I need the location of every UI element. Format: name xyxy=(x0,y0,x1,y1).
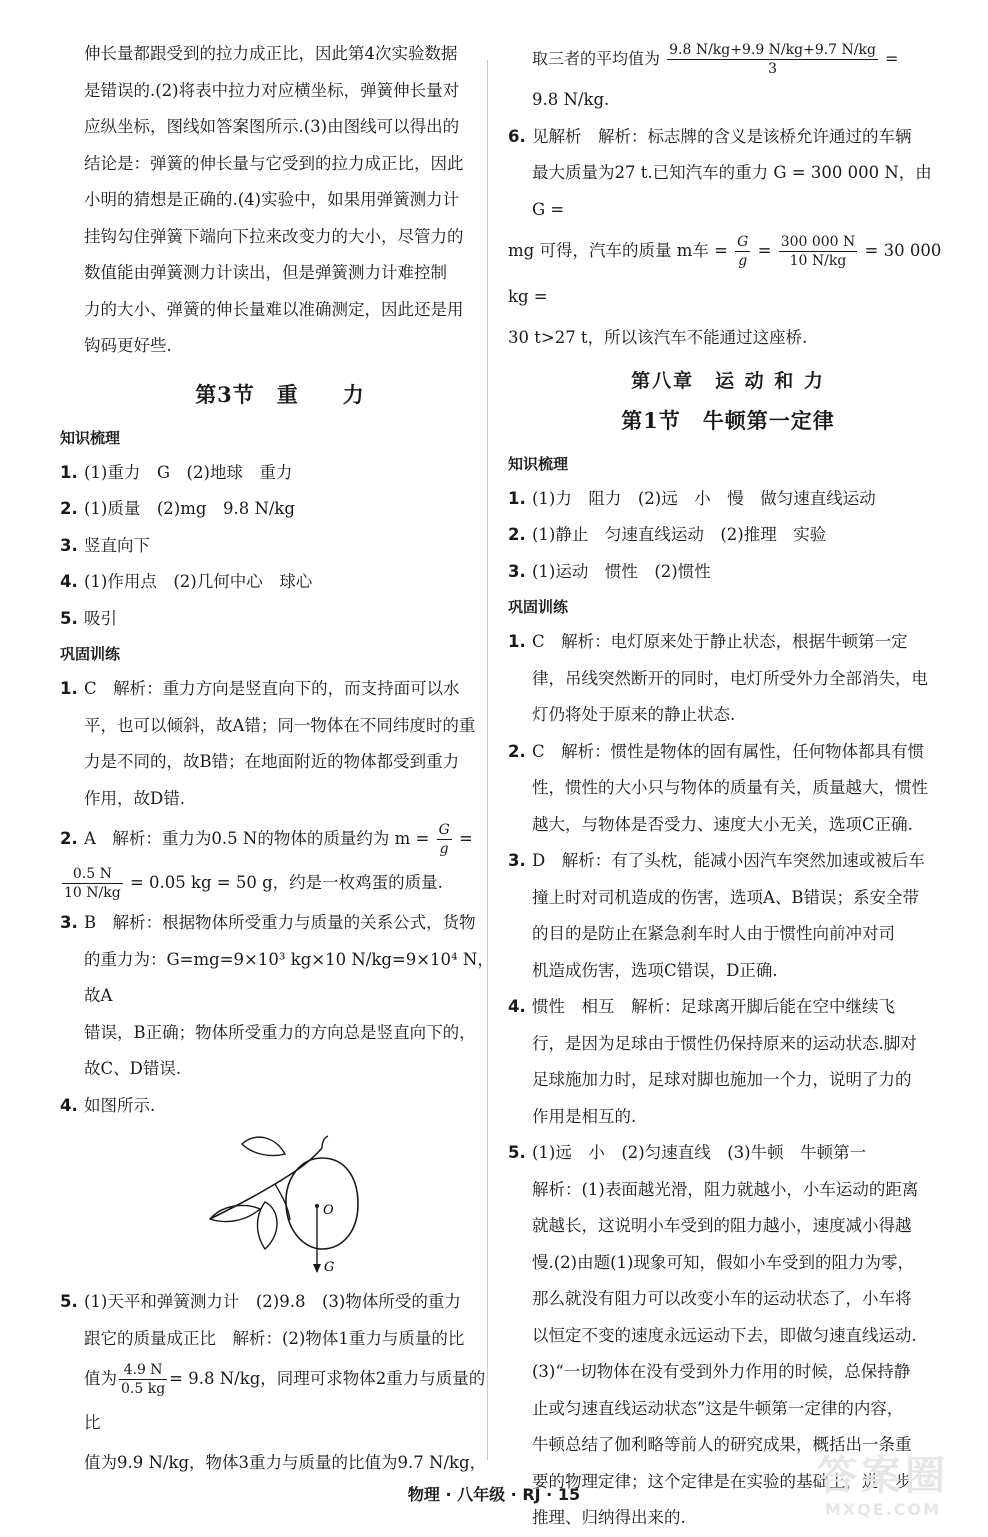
item-number: 5. xyxy=(508,1143,526,1162)
item-text: (1)质量 (2)mg 9.8 N/kg xyxy=(84,499,295,518)
force-g-label: G xyxy=(324,1260,335,1274)
text-line: 挂钩勾住弹簧下端向下拉来改变力的大小，尽管力的 xyxy=(84,226,464,246)
item-number: 2. xyxy=(508,741,526,761)
text-line: C 解析：电灯原来处于静止状态，根据牛顿第一定 xyxy=(532,632,908,651)
text-line: 灯仍将处于原来的静止状态. xyxy=(532,705,736,724)
text-line: 牛顿总结了伽利略等前人的研究成果，概括出一条重 xyxy=(532,1435,912,1454)
text-line: 解析：(1)表面越光滑，阻力就越小，小车运动的距离 xyxy=(532,1179,919,1199)
equals-sign: = xyxy=(757,241,772,260)
continued-answer xyxy=(508,36,948,119)
text-line: (1)天平和弹簧测力计 (2)9.8 (3)物体所受的重力 xyxy=(84,1292,461,1311)
text-line: = 9.8 N/kg，同理可求物体2重力与质量的比 xyxy=(84,1369,486,1432)
text-line: 钩码更好些. xyxy=(84,336,172,355)
text-line: 数值能由弹簧测力计读出，但是弹簧测力计难控制 xyxy=(84,263,447,282)
text-line: mg 可得，汽车的质量 m车 = xyxy=(508,241,728,260)
text-line: 行，是因为足球由于惯性仍保持原来的运动状态.脚对 xyxy=(532,1033,917,1053)
fraction xyxy=(119,1361,167,1398)
text-line: 值为9.9 N/kg，物体3重力与质量的比值为9.7 N/kg， xyxy=(84,1453,487,1472)
denominator: 10 N/kg xyxy=(64,885,121,901)
text-line: (1)远 小 (2)匀速直线 (3)牛顿 牛顿第一 xyxy=(532,1143,867,1162)
item-number: 2. xyxy=(60,499,78,518)
item-text: 吸引 xyxy=(84,608,117,628)
left-column xyxy=(60,36,500,1482)
text-line: 30 t>27 t，所以该汽车不能通过这座桥. xyxy=(508,328,808,347)
text-line: 足球施加力时，足球对脚也施加一个力，说明了力的 xyxy=(532,1070,912,1089)
answer-item xyxy=(60,1284,500,1482)
item-text: (1)力 阻力 (2)远 小 慢 做匀速直线运动 xyxy=(532,488,876,508)
denominator: 0.5 kg xyxy=(121,1381,166,1397)
text-line: 小明的猜想是正确的.(4)实验中，如果用弹簧测力计 xyxy=(84,190,460,209)
text-line: 机造成伤害，选项C错误，D正确. xyxy=(532,960,778,980)
text-line: 最大质量为27 t.已知汽车的重力 G = 300 000 N，由 G = xyxy=(532,163,932,219)
text-line: 止或匀速直线运动状态”这是牛顿第一定律的内容， xyxy=(532,1398,904,1418)
apple-branch-drawing xyxy=(60,1124,500,1274)
text-line: 力的大小、弹簧的伸长量难以准确测定，因此还是用 xyxy=(84,299,464,319)
text-line: C 解析：惯性是物体的固有属性，任何物体都具有惯 xyxy=(532,741,925,761)
answer-item xyxy=(508,119,948,357)
text-line: 慢.(2)由题(1)现象可知，假如小车受到的阻力为零， xyxy=(532,1252,914,1272)
answer-item xyxy=(508,734,948,844)
list-item xyxy=(508,481,948,518)
numerator: 4.9 N xyxy=(119,1361,167,1380)
text-line: 平，也可以倾斜，故A错；同一物体在不同纬度时的重 xyxy=(84,715,476,735)
numerator: G xyxy=(438,822,450,838)
text-line: 跟它的质量成正比 解析：(2)物体1重力与质量的比 xyxy=(84,1328,465,1348)
item-text: 竖直向下 xyxy=(84,535,150,555)
text-line: 惯性 相互 解析：足球离开脚后能在空中继续飞 xyxy=(532,997,895,1016)
text-line: 取三者的平均值为 xyxy=(532,49,661,68)
answer-item xyxy=(508,624,948,734)
page-footer: 物理 · 八年级 · RJ · 15 xyxy=(407,1485,581,1504)
item-number: 5. xyxy=(60,1292,78,1311)
denominator: g xyxy=(738,253,748,269)
text-line: 结论是：弹簧的伸长量与它受到的拉力成正比，因此 xyxy=(84,153,464,173)
item-number: 3. xyxy=(508,561,526,581)
text-line: 作用是相互的. xyxy=(532,1106,637,1126)
text-line: 是错误的.(2)将表中拉力对应横坐标，弹簧伸长量对 xyxy=(84,80,460,100)
watermark-logo xyxy=(798,1452,968,1528)
text-line: B 解析：根据物体所受重力与质量的关系公式，货物 xyxy=(84,913,476,932)
text-line: 那么就没有阻力可以改变小车的运动状态了，小车将 xyxy=(532,1289,912,1308)
equals-sign: = xyxy=(459,829,473,848)
text-line: 就越长，这说明小车受到的阻力越小，速度减小得越 xyxy=(532,1216,912,1235)
point-o-label: O xyxy=(323,1203,334,1218)
text-line: 推理、归纳得出来的. xyxy=(532,1508,686,1527)
answer-item xyxy=(60,905,500,1088)
item-number: 4. xyxy=(508,997,526,1016)
text-line: 错误，B正确；物体所受重力的方向总是竖直向下的， xyxy=(84,1022,476,1042)
item-text: (1)运动 惯性 (2)惯性 xyxy=(532,561,711,581)
fraction xyxy=(62,865,123,902)
list-item xyxy=(60,601,500,638)
numerator: 9.8 N/kg+9.9 N/kg+9.7 N/kg xyxy=(669,42,876,58)
text-line: 的重力为：G=mg=9×10³ kg×10 N/kg=9×10⁴ N，故A xyxy=(84,949,494,1005)
item-number: 6. xyxy=(508,126,526,146)
watermark-main: 答案圈 xyxy=(817,1453,949,1499)
item-text: (1)重力 G (2)地球 重力 xyxy=(84,462,293,482)
fraction xyxy=(667,41,878,78)
item-text: (1)静止 匀速直线运动 (2)推理 实验 xyxy=(532,525,827,544)
text-line: C 解析：重力方向是竖直向下的，而支持面可以水 xyxy=(84,679,460,698)
text-line: 越大，与物体是否受力、速度大小无关，选项C正确. xyxy=(532,814,913,834)
text-line: D 解析：有了头枕，能减小因汽车突然加速或被后车 xyxy=(532,851,925,870)
text-line: 见解析 解析：标志牌的含义是该桥允许通过的车辆 xyxy=(532,126,912,146)
list-item xyxy=(60,491,500,528)
list-item xyxy=(60,455,500,492)
section-title: 第3节 重 力 xyxy=(195,381,365,407)
answer-item xyxy=(508,843,948,989)
numerator: G xyxy=(737,234,749,250)
text-line: 律，吊线突然断开的同时，电灯所受外力全部消失，电 xyxy=(532,668,928,688)
text-line: 以恒定不变的速度永远运动下去，即做匀速直线运动. xyxy=(532,1325,917,1345)
list-item xyxy=(60,564,500,601)
numerator: 0.5 N xyxy=(62,865,123,884)
item-number: 3. xyxy=(60,535,78,555)
watermark-sub: MXQE.COM xyxy=(824,1500,942,1519)
text-line: 力是不同的，故B错；在地面附近的物体都受到重力 xyxy=(84,752,460,771)
item-number: 2. xyxy=(508,525,526,544)
item-number: 2. xyxy=(60,829,78,848)
text-line: 故C、D错误. xyxy=(84,1059,182,1078)
practice-heading: 巩固训练 xyxy=(508,598,569,616)
text-line: 作用，故D错. xyxy=(84,788,185,808)
text-line: A 解析：重力为0.5 N的物体的质量约为 m = xyxy=(84,829,430,848)
text-line: (3)“一切物体在没有受到外力作用的时候，总保持静 xyxy=(532,1362,911,1381)
text-line: 9.8 N/kg. xyxy=(532,90,610,109)
list-item xyxy=(508,517,948,554)
text-line: 值为 xyxy=(84,1369,117,1388)
denominator: g xyxy=(439,841,449,857)
knowledge-heading: 知识梳理 xyxy=(508,454,569,473)
list-item xyxy=(60,528,500,565)
fraction xyxy=(779,233,858,270)
text-line: 的目的是防止在紧急刹车时人由于惯性向前冲对司 xyxy=(532,924,895,943)
item-number: 1. xyxy=(508,488,526,508)
item-text: (1)作用点 (2)几何中心 球心 xyxy=(84,572,313,591)
text-line: 应纵坐标，图线如答案图所示.(3)由图线可以得出的 xyxy=(84,117,460,136)
denominator: 3 xyxy=(768,61,777,77)
right-column xyxy=(508,36,948,1537)
numerator: 300 000 N xyxy=(780,234,856,250)
equals-sign: = xyxy=(885,49,899,68)
answer-item xyxy=(60,1088,500,1125)
item-number: 5. xyxy=(60,608,78,628)
knowledge-heading: 知识梳理 xyxy=(60,428,121,447)
answer-item xyxy=(60,817,500,905)
item-number: 4. xyxy=(60,1095,78,1115)
item-number: 3. xyxy=(508,851,526,870)
item-number: 4. xyxy=(60,572,78,591)
text-line: 要的物理定律；这个定律是在实验的基础上，进一步 xyxy=(532,1471,912,1491)
text-line: 性，惯性的大小只与物体的质量有关，质量越大，惯性 xyxy=(532,778,928,797)
text-line: = 0.05 kg = 50 g，约是一枚鸡蛋的质量. xyxy=(129,873,443,892)
list-item xyxy=(508,554,948,591)
practice-heading: 巩固训练 xyxy=(60,645,121,663)
section-title: 第1节 牛顿第一定律 xyxy=(621,407,835,433)
text-line: = 30 000 kg = xyxy=(508,241,942,306)
continued-answer xyxy=(60,36,500,365)
answer-item xyxy=(508,989,948,1135)
chapter-title: 第八章 运 动 和 力 xyxy=(631,369,825,392)
item-text: 如图所示. xyxy=(84,1095,156,1115)
fraction xyxy=(735,233,750,270)
item-number: 1. xyxy=(508,632,526,651)
item-number: 1. xyxy=(60,679,78,698)
item-number: 3. xyxy=(60,913,78,932)
text-line: 撞上时对司机造成的伤害，选项A、B错误；系安全带 xyxy=(532,887,920,907)
apple-gravity-figure xyxy=(60,1124,500,1274)
text-line: 伸长量都跟受到的拉力成正比，因此第4次实验数据 xyxy=(84,44,458,63)
fraction xyxy=(437,821,452,858)
denominator: 10 N/kg xyxy=(789,253,847,269)
answer-item xyxy=(60,671,500,817)
item-number: 1. xyxy=(60,462,78,482)
